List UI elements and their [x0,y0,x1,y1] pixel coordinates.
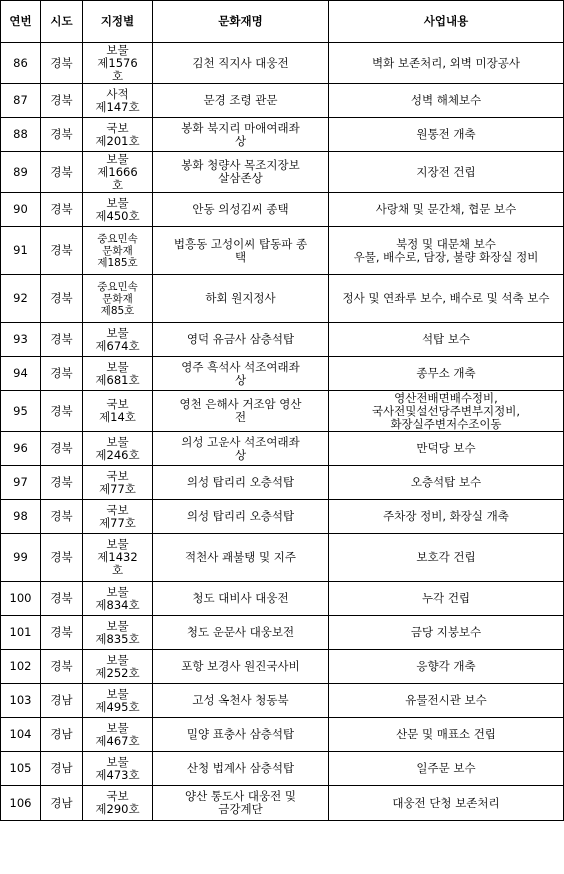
cell-heritage-name: 의성 탑리리 오층석탑 [153,466,329,500]
cell-number: 102 [1,650,41,684]
cell-number: 87 [1,84,41,118]
header-project-content: 사업내용 [329,1,564,43]
table-row [1,357,564,391]
cell-designation: 보물 제450호 [83,193,153,227]
cell-heritage-name: 봉화 북지리 마애여래좌 상 [153,118,329,152]
cell-region: 경북 [41,432,83,466]
cell-project-content: 영산전배면배수정비, 국사전및설선당주변부지정비, 화장실주변저수조이동 [329,391,564,432]
cell-number: 99 [1,534,41,582]
cell-region: 경남 [41,752,83,786]
cell-number: 101 [1,616,41,650]
cell-designation: 국보 제201호 [83,118,153,152]
cell-designation: 국보 제77호 [83,500,153,534]
cell-heritage-name: 법흥동 고성이씨 탑동파 종 택 [153,227,329,275]
table-row [1,582,564,616]
cell-region: 경북 [41,227,83,275]
table-row [1,227,564,275]
cell-heritage-name: 적천사 괘불탱 및 지주 [153,534,329,582]
cell-region: 경남 [41,718,83,752]
cell-region: 경북 [41,152,83,193]
cell-heritage-name: 의성 고운사 석조여래좌 상 [153,432,329,466]
table-row [1,43,564,84]
cell-number: 105 [1,752,41,786]
cell-number: 100 [1,582,41,616]
table-row [1,323,564,357]
cell-project-content: 주차장 정비, 화장실 개축 [329,500,564,534]
cell-heritage-name: 청도 운문사 대웅보전 [153,616,329,650]
cell-designation: 보물 제834호 [83,582,153,616]
cell-number: 90 [1,193,41,227]
table-row [1,193,564,227]
cell-designation: 중요민속 문화재 제85호 [83,275,153,323]
table-row [1,466,564,500]
cell-region: 경북 [41,616,83,650]
cell-heritage-name: 영천 은해사 거조암 영산 전 [153,391,329,432]
cell-region: 경북 [41,118,83,152]
header-region: 시도 [41,1,83,43]
cell-designation: 보물 제1432 호 [83,534,153,582]
cell-project-content: 성벽 해체보수 [329,84,564,118]
cell-heritage-name: 영주 흑석사 석조여래좌 상 [153,357,329,391]
cell-project-content: 원통전 개축 [329,118,564,152]
table-row [1,684,564,718]
cell-heritage-name: 산청 법계사 삼층석탑 [153,752,329,786]
cell-number: 103 [1,684,41,718]
cell-project-content: 응향각 개축 [329,650,564,684]
cell-project-content: 대웅전 단청 보존처리 [329,786,564,821]
cell-number: 98 [1,500,41,534]
cell-project-content: 보호각 건립 [329,534,564,582]
cell-designation: 중요민속 문화재 제185호 [83,227,153,275]
cell-project-content: 일주문 보수 [329,752,564,786]
cell-heritage-name: 영덕 유금사 삼층석탑 [153,323,329,357]
cell-region: 경북 [41,534,83,582]
cell-region: 경북 [41,650,83,684]
cell-number: 104 [1,718,41,752]
cell-region: 경북 [41,84,83,118]
table-row [1,534,564,582]
table-row [1,500,564,534]
cell-heritage-name: 양산 통도사 대웅전 및 금강계단 [153,786,329,821]
cell-heritage-name: 청도 대비사 대웅전 [153,582,329,616]
cell-project-content: 석탑 보수 [329,323,564,357]
cell-designation: 보물 제467호 [83,718,153,752]
cell-designation: 국보 제14호 [83,391,153,432]
cell-heritage-name: 하회 원지정사 [153,275,329,323]
cell-heritage-name: 포항 보경사 원진국사비 [153,650,329,684]
cell-project-content: 지장전 건립 [329,152,564,193]
cell-project-content: 만덕당 보수 [329,432,564,466]
table-row [1,718,564,752]
cell-heritage-name: 고성 옥천사 청동북 [153,684,329,718]
header-heritage-name: 문화재명 [153,1,329,43]
table-header-row [1,1,564,43]
header-number: 연번 [1,1,41,43]
cell-designation: 보물 제681호 [83,357,153,391]
cell-number: 91 [1,227,41,275]
cell-heritage-name: 안동 의성김씨 종택 [153,193,329,227]
cell-project-content: 산문 및 매표소 건립 [329,718,564,752]
cell-region: 경남 [41,684,83,718]
cell-designation: 보물 제835호 [83,616,153,650]
table-row [1,391,564,432]
header-designation: 지정별 [83,1,153,43]
table-row [1,275,564,323]
cell-designation: 보물 제674호 [83,323,153,357]
cell-region: 경북 [41,323,83,357]
cell-region: 경북 [41,500,83,534]
cell-number: 95 [1,391,41,432]
cell-number: 86 [1,43,41,84]
cell-heritage-name: 문경 조령 관문 [153,84,329,118]
cell-project-content: 종무소 개축 [329,357,564,391]
table-row [1,752,564,786]
table-body [1,43,564,821]
cell-region: 경북 [41,43,83,84]
cell-project-content: 사랑채 및 문간채, 협문 보수 [329,193,564,227]
cell-project-content: 누각 건립 [329,582,564,616]
cell-project-content: 정사 및 연좌루 보수, 배수로 및 석축 보수 [329,275,564,323]
cell-region: 경북 [41,357,83,391]
cell-designation: 보물 제473호 [83,752,153,786]
cell-designation: 보물 제246호 [83,432,153,466]
cell-project-content: 금당 지붕보수 [329,616,564,650]
table-row [1,786,564,821]
cell-number: 96 [1,432,41,466]
cell-heritage-name: 밀양 표충사 삼층석탑 [153,718,329,752]
cell-designation: 보물 제1666 호 [83,152,153,193]
cell-designation: 보물 제495호 [83,684,153,718]
cell-heritage-name: 김천 직지사 대웅전 [153,43,329,84]
cell-heritage-name: 의성 탑리리 오층석탑 [153,500,329,534]
cell-number: 89 [1,152,41,193]
cell-heritage-name: 봉화 청량사 목조지장보 살삼존상 [153,152,329,193]
cell-region: 경북 [41,275,83,323]
cell-region: 경북 [41,391,83,432]
cell-number: 97 [1,466,41,500]
table-row [1,650,564,684]
cell-region: 경북 [41,466,83,500]
table-row [1,152,564,193]
table-row [1,118,564,152]
cell-designation: 보물 제252호 [83,650,153,684]
cell-number: 106 [1,786,41,821]
table-row [1,616,564,650]
cell-project-content: 유물전시관 보수 [329,684,564,718]
cell-number: 93 [1,323,41,357]
cell-project-content: 벽화 보존처리, 외벽 미장공사 [329,43,564,84]
cell-designation: 보물 제1576 호 [83,43,153,84]
cell-designation: 국보 제77호 [83,466,153,500]
cell-region: 경북 [41,582,83,616]
cell-number: 92 [1,275,41,323]
cell-project-content: 북정 및 대문채 보수 우물, 배수로, 담장, 불량 화장실 정비 [329,227,564,275]
cell-project-content: 오층석탑 보수 [329,466,564,500]
cell-region: 경북 [41,193,83,227]
cell-number: 88 [1,118,41,152]
cell-number: 94 [1,357,41,391]
cell-designation: 국보 제290호 [83,786,153,821]
cell-region: 경남 [41,786,83,821]
table-row [1,432,564,466]
table-row [1,84,564,118]
cell-designation: 사적 제147호 [83,84,153,118]
